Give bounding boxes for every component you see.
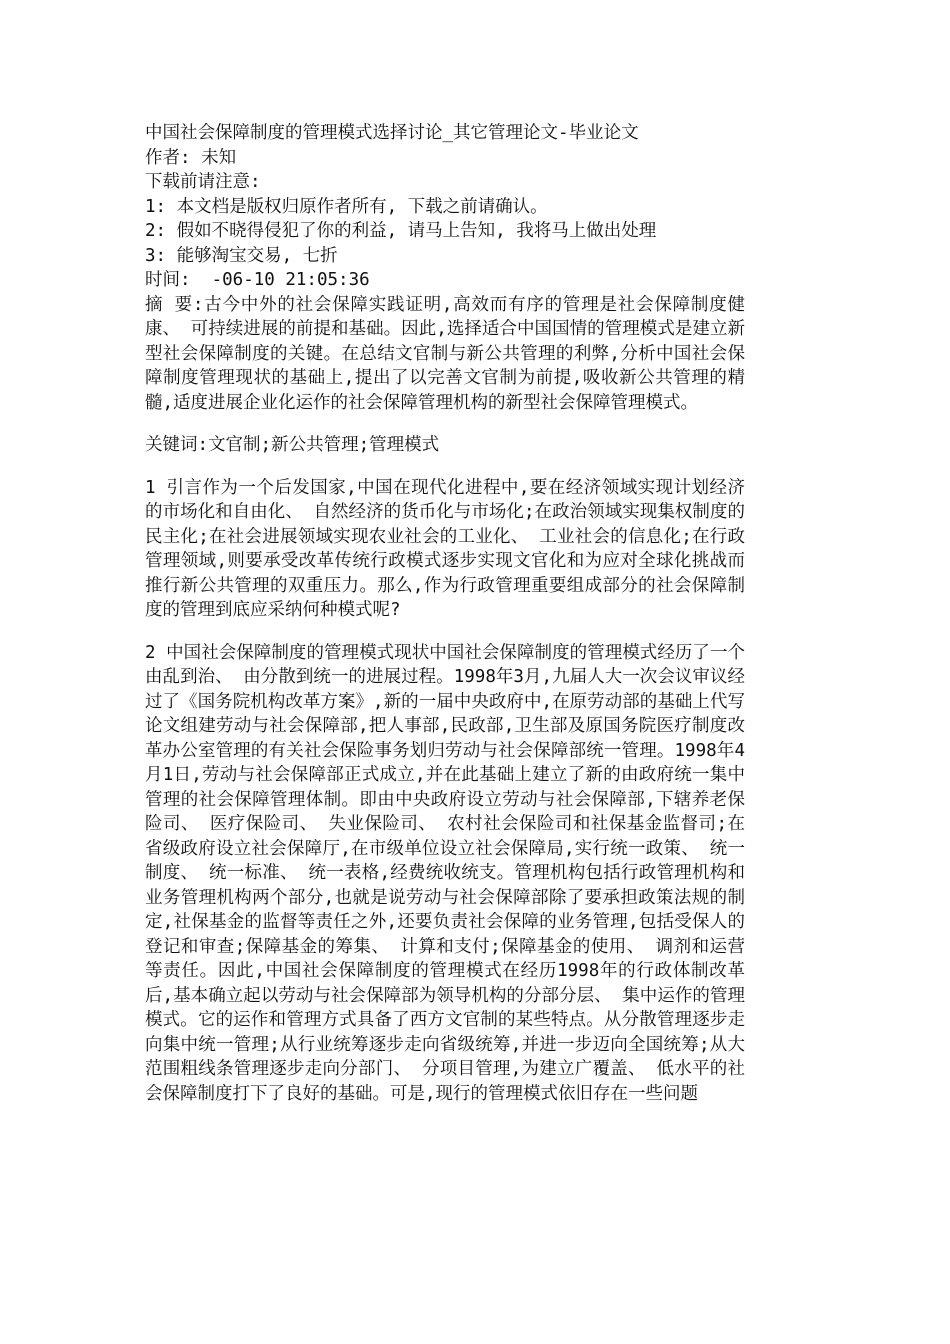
- author-line: 作者: 未知: [145, 147, 237, 168]
- section-1-paragraph: 1 引言作为一个后发国家,中国在现代化进程中,要在经济领域实现计划经济的市场化和自由化、 自然经济的货币化与市场化;在政治领域实现集权制度的民主化;在社会进展领域实现农业社会的工业化、 工业社会的信息化;在行政管理领域,则要承受改革传统行政模式逐步实现文官化和为应对全球化挑战而推行新公共管理的双重压力。那么,作为行政管理重要组成部分的社会保障制度的管理到底应采纳何种模式呢?: [145, 477, 745, 620]
- document-page: [145, 121, 745, 1106]
- notice-heading: 下载前请注意:: [145, 172, 261, 192]
- notice-item: 3: 能够淘宝交易, 七折: [145, 245, 338, 266]
- keywords-paragraph: 关键词:文官制;新公共管理;管理模式: [145, 435, 440, 455]
- abstract-paragraph: 摘 要:古今中外的社会保障实践证明,高效而有序的管理是社会保障制度健康、 可持续进展的前提和基础。因此,选择适合中国国情的管理模式是建立新型社会保障制度的关键。在总结文官制与新公共管理的利弊,分析中国社会保障制度管理现状的基础上,提出了以完善文官制为前提,吸收新公共管理的精髓,适度进展企业化运作的社会保障管理机构的新型社会保障管理模式。: [145, 294, 745, 413]
- section-2-paragraph: 2 中国社会保障制度的管理模式现状中国社会保障制度的管理模式经历了一个由乱到治、 由分散到统一的进展过程。1998年3月,九届人大一次会议审议经过了《国务院机构改革方案》,新的一届中央政府中,在原劳动部的基础上代写论文组建劳动与社会保障部,把人事部,民政部,卫生部及原国务院医疗制度改革办公室管理的有关社会保险事务划归劳动与社会保障部统一管理。1998年4月1日,劳动与社会保障部正式成立,并在此基础上建立了新的由政府统一集中管理的社会保障管理体制。即由中央政府设立劳动与社会保障部,下辖养老保险司、 医疗保险司、 失业保险司、 农村社会保险司和社保基金监督司;在省级政府设立社会保障厅,在市级单位设立社会保障局,实行统一政策、 统一制度、 统一标准、 统一表格,经费统收统支。管理机构包括行政管理机构和业务管理机构两个部分,也就是说劳动与社会保障部除了要承担政策法规的制定,社保基金的监督等责任之外,还要负责社会保障的业务管理,包括受保人的登记和审查;保障基金的筹集、 计算和支付;保障基金的使用、 调剂和运营等责任。因此,中国社会保障制度的管理模式在经历1998年的行政体制改革后,基本确立起以劳动与社会保障部为领导机构的分部分层、 集中运作的管理模式。它的运作和管理方式具备了西方文官制的某些特点。从分散管理逐步走向集中统一管理;从行业统筹逐步走向省级统筹,并进一步迈向全国统筹;从大范围粗线条管理逐步走向分部门、 分项目管理,为建立广覆盖、 低水平的社会保障制度打下了良好的基础。可是,现行的管理模式依旧存在一些问题: [145, 642, 745, 1104]
- notice-item: 2: 假如不晓得侵犯了你的利益, 请马上告知, 我将马上做出处理: [145, 221, 657, 241]
- document-title: 中国社会保障制度的管理模式选择讨论_其它管理论文-毕业论文: [145, 123, 639, 143]
- notice-item: 1: 本文档是版权归原作者所有, 下载之前请确认。: [145, 196, 548, 217]
- time-line: 时间: -06-10 21:05:36: [145, 270, 370, 290]
